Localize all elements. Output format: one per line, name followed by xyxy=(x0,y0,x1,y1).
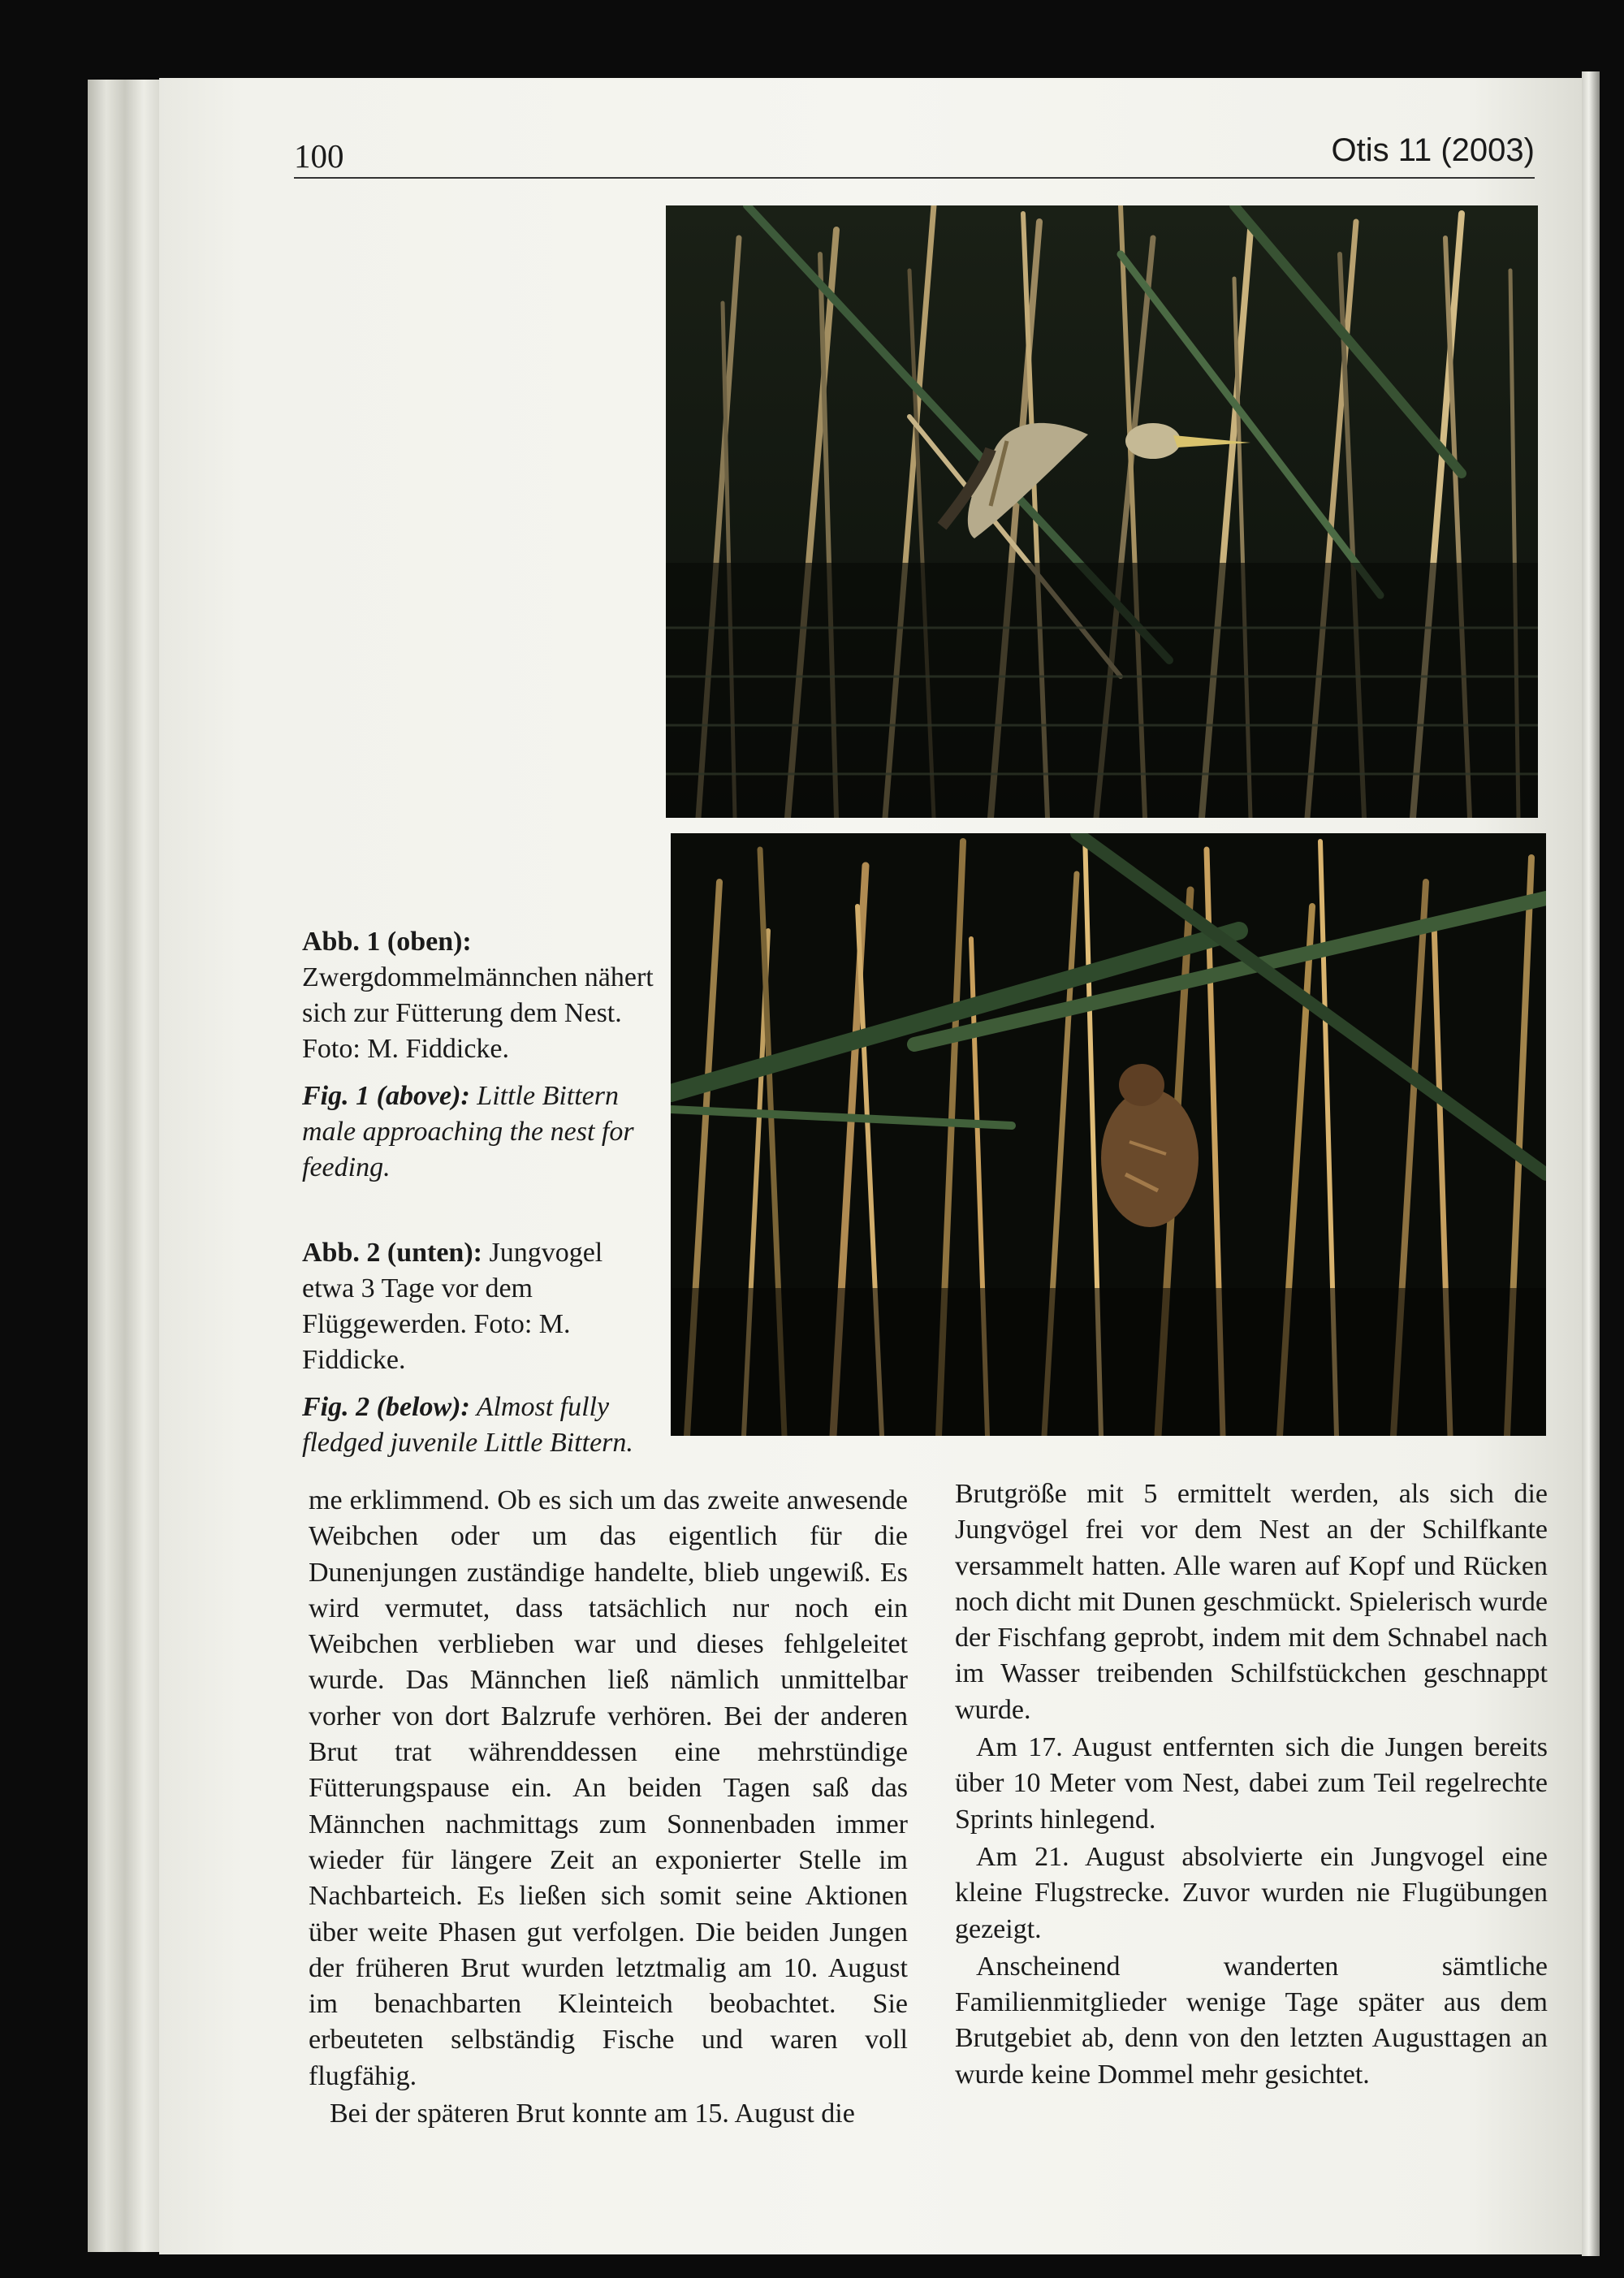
figure-2-text-en: Almost fully fledged juvenile Little Bittern. xyxy=(302,1392,633,1458)
figure-2-label-de: Abb. 2 (unten): xyxy=(302,1238,482,1268)
paragraph: Brutgröße mit 5 ermittelt werden, als sich die Jungvögel frei vor dem Nest an der Schilfkante versammelt hatten. Alle waren auf Kopf und Rücken noch dicht mit Dunen geschmückt. Spielerisch wurde der Fischfang geprobt, indem mit dem Schnabel nach im Wasser treibenden Schilfstückchen geschnappt wurde. xyxy=(955,1479,1548,1725)
figure-2-caption xyxy=(302,1235,659,1461)
figure-1-caption xyxy=(302,924,659,1186)
figure-2-text-de: Jungvogel etwa 3 Tage vor dem Flüggewerden. Foto: M. Fiddicke. xyxy=(302,1238,603,1375)
page-stack-edge xyxy=(88,80,162,2252)
photo-juvenile-little-bittern xyxy=(671,833,1546,1436)
paragraph: Bei der späteren Brut konnte am 15. August die xyxy=(330,2099,855,2129)
photo-little-bittern-male xyxy=(666,205,1538,818)
page-number: 100 xyxy=(294,137,344,175)
paragraph: me erklimmend. Ob es sich um das zweite anwesende Weibchen oder um das eigentlich für die Dunenjungen zuständige handelte, blieb ungewiß. Es wird vermutet, dass tatsächlich nur noch ein Weibchen verblieben war und dieses fehlgeleitet wurde. Das Männchen ließ nämlich unmittelbar vorher von dort Balzrufe verhören. Bei der anderen Brut trat währenddessen eine mehrstündige Fütterungspause ein. An beiden Tagen saß das Männchen nachmittags zum Sonnenbaden immer wieder für längere Zeit an exponierter Stelle im Nachbarteich. Es ließen sich somit seine Aktionen über weite Phasen gut verfolgen. Die beiden Jungen der früheren Brut wurden letztmalig am 10. August im benachbarten Kleinteich beobachtet. Sie erbeuteten selbständig Fische und waren voll flugfähig. xyxy=(309,1485,908,2091)
reed-bed-photo-2 xyxy=(671,833,1546,1436)
facing-page-edge xyxy=(1582,71,1600,2256)
reed-bed-photo-1 xyxy=(666,205,1538,818)
journal-reference: Otis 11 (2003) xyxy=(1331,132,1535,168)
figure-1-text-de: Zwergdommelmännchen nähert sich zur Fütterung dem Nest. Foto: M. Fiddicke. xyxy=(302,962,654,1064)
figure-1-text-en: Little Bittern male approaching the nest for feeding. xyxy=(302,1081,634,1182)
figure-1-label-de: Abb. 1 (oben): xyxy=(302,927,472,957)
body-column-left xyxy=(309,1483,908,2132)
paragraph: Am 21. August absolvierte ein Jungvogel eine kleine Flugstrecke. Zuvor wurden nie Flugübungen gezeigt. xyxy=(955,1841,1548,1944)
figure-2-caption-en xyxy=(302,1390,659,1461)
paragraph: Anscheinend wanderten sämtliche Familienmitglieder wenige Tage später aus dem Brutgebiet ab, denn von den letzten Augusttagen an wurde keine Dommel mehr gesichtet. xyxy=(955,1951,1548,2090)
running-head xyxy=(294,130,1535,179)
figure-1-label-en: Fig. 1 (above): xyxy=(302,1081,470,1111)
body-column-right xyxy=(955,1476,1548,2093)
figure-2-label-en: Fig. 2 (below): xyxy=(302,1392,470,1422)
paragraph: Am 17. August entfernten sich die Jungen bereits über 10 Meter vom Nest, dabei zum Teil regelrechte Sprints hinlegend. xyxy=(955,1732,1548,1835)
figure-1-caption-en xyxy=(302,1078,659,1186)
